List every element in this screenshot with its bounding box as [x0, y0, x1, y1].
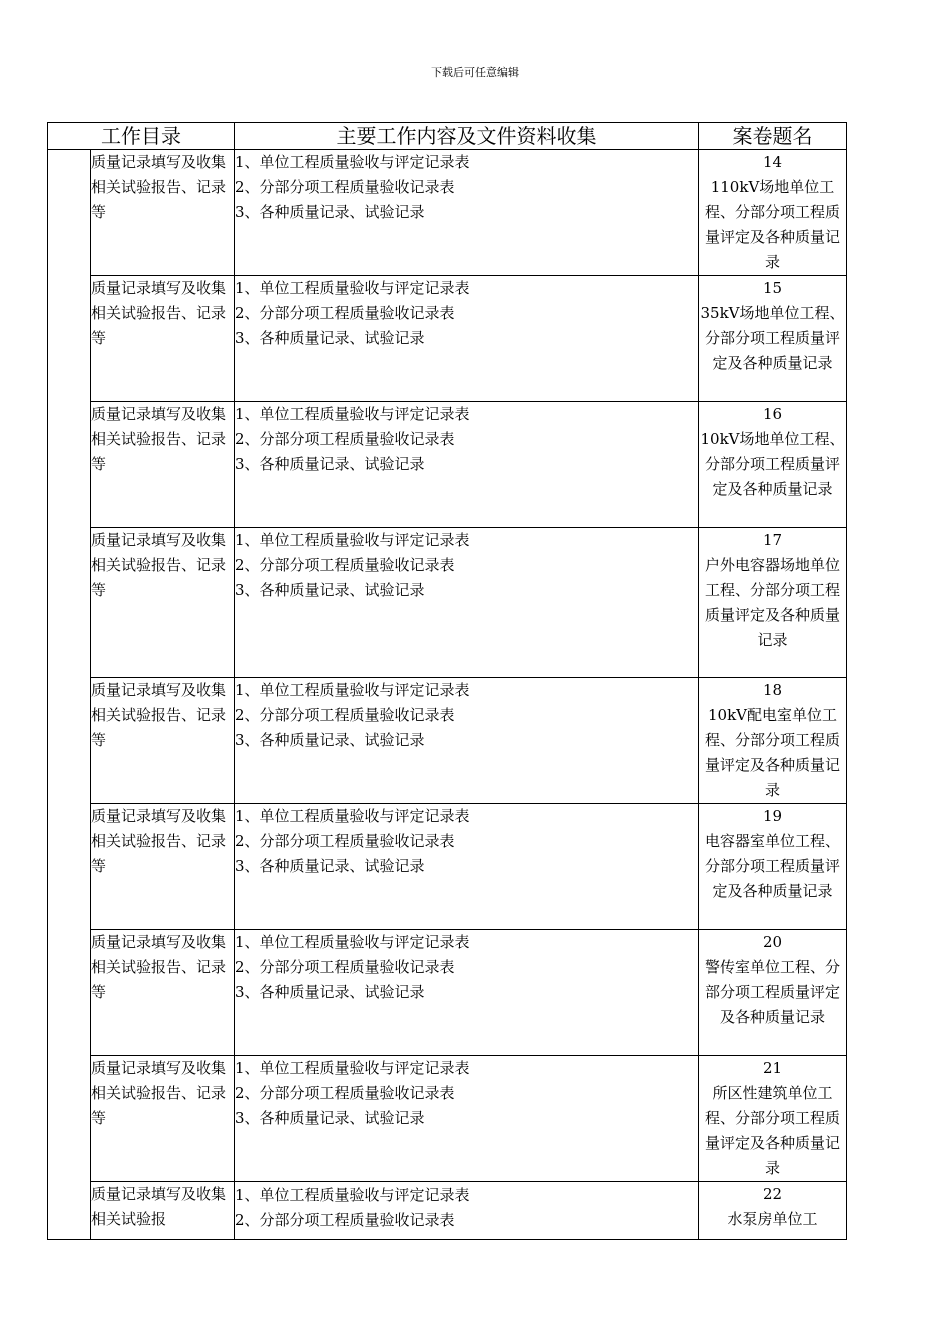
archive-title-text: 110kV场地单位工程、分部分项工程质量评定及各种质量记录 — [704, 178, 840, 271]
table-row — [48, 150, 847, 276]
work-item: 3、各种质量记录、试验记录 — [235, 581, 425, 599]
archive-number: 18 — [762, 681, 783, 699]
work-item: 3、各种质量记录、试验记录 — [235, 857, 425, 875]
work-category: 质量记录填写及收集相关试验报告、记录等 — [91, 930, 235, 1056]
archive-table — [47, 122, 847, 1240]
work-category: 质量记录填写及收集相关试验报告、记录等 — [91, 150, 235, 276]
work-item: 2、分部分项工程质量验收记录表 — [235, 958, 455, 976]
archive-number: 20 — [762, 933, 783, 951]
work-category: 质量记录填写及收集相关试验报告、记录等 — [91, 804, 235, 930]
archive-title-cell — [699, 276, 847, 402]
table-row — [48, 276, 847, 402]
archive-number: 14 — [762, 153, 783, 171]
archive-title-text: 电容器室单位工程、分部分项工程质量评定及各种质量记录 — [704, 832, 840, 900]
work-category: 质量记录填写及收集相关试验报告、记录等 — [91, 276, 235, 402]
archive-number: 21 — [762, 1059, 783, 1077]
archive-title-text: 所区性建筑单位工程、分部分项工程质量评定及各种质量记录 — [704, 1084, 840, 1177]
work-item: 2、分部分项工程质量验收记录表 — [235, 1211, 455, 1229]
work-item: 1、单位工程质量验收与评定记录表 — [235, 681, 470, 699]
archive-title-cell — [699, 528, 847, 678]
table-row — [48, 678, 847, 804]
archive-title-text: 户外电容器场地单位工程、分部分项工程质量评定及各种质量记录 — [704, 556, 840, 649]
archive-title-cell — [699, 1182, 847, 1240]
table-row — [48, 930, 847, 1056]
archive-title-text: 10kV场地单位工程、分部分项工程质量评定及各种质量记录 — [700, 430, 845, 498]
archive-title-cell — [699, 804, 847, 930]
work-item: 2、分部分项工程质量验收记录表 — [235, 706, 455, 724]
work-items — [235, 276, 699, 402]
archive-title-text: 10kV配电室单位工程、分部分项工程质量评定及各种质量记录 — [704, 706, 840, 799]
work-item: 3、各种质量记录、试验记录 — [235, 1109, 425, 1127]
archive-title-cell — [699, 150, 847, 276]
work-item: 2、分部分项工程质量验收记录表 — [235, 1084, 455, 1102]
archive-title-cell — [699, 678, 847, 804]
archive-title-cell — [699, 1056, 847, 1182]
archive-title-text: 水泵房单位工 — [727, 1210, 818, 1228]
page-header-note: 下载后可任意编辑 — [431, 66, 519, 79]
work-item: 1、单位工程质量验收与评定记录表 — [235, 807, 470, 825]
work-items — [235, 402, 699, 528]
archive-title-cell — [699, 402, 847, 528]
work-items — [235, 804, 699, 930]
work-item: 2、分部分项工程质量验收记录表 — [235, 430, 455, 448]
work-item: 1、单位工程质量验收与评定记录表 — [235, 279, 470, 297]
header-work-directory: 工作目录 — [48, 123, 235, 150]
work-item: 1、单位工程质量验收与评定记录表 — [235, 933, 470, 951]
work-items — [235, 1056, 699, 1182]
work-items — [235, 150, 699, 276]
archive-number: 15 — [762, 279, 783, 297]
work-category: 质量记录填写及收集相关试验报 — [91, 1182, 235, 1240]
work-items — [235, 528, 699, 678]
work-item: 2、分部分项工程质量验收记录表 — [235, 832, 455, 850]
work-item: 3、各种质量记录、试验记录 — [235, 983, 425, 1001]
table-row — [48, 1056, 847, 1182]
archive-title-text: 警传室单位工程、分部分项工程质量评定及各种质量记录 — [704, 958, 840, 1026]
archive-number: 16 — [762, 405, 783, 423]
work-item: 2、分部分项工程质量验收记录表 — [235, 304, 455, 322]
work-category: 质量记录填写及收集相关试验报告、记录等 — [91, 678, 235, 804]
work-category: 质量记录填写及收集相关试验报告、记录等 — [91, 402, 235, 528]
work-item: 1、单位工程质量验收与评定记录表 — [235, 153, 470, 171]
header-main-work-content: 主要工作内容及文件资料收集 — [235, 123, 699, 150]
work-item: 1、单位工程质量验收与评定记录表 — [235, 405, 470, 423]
work-item: 2、分部分项工程质量验收记录表 — [235, 178, 455, 196]
work-items — [235, 930, 699, 1056]
table-row — [48, 528, 847, 678]
archive-number: 19 — [762, 807, 783, 825]
work-item: 3、各种质量记录、试验记录 — [235, 455, 425, 473]
work-item: 1、单位工程质量验收与评定记录表 — [235, 531, 470, 549]
left-blank-column — [48, 150, 91, 1240]
header-archive-title: 案卷题名 — [699, 123, 847, 150]
work-items — [235, 1182, 699, 1240]
work-items — [235, 678, 699, 804]
work-item: 1、单位工程质量验收与评定记录表 — [235, 1186, 470, 1204]
work-category: 质量记录填写及收集相关试验报告、记录等 — [91, 1056, 235, 1182]
table-row — [48, 402, 847, 528]
work-item: 3、各种质量记录、试验记录 — [235, 203, 425, 221]
work-item: 3、各种质量记录、试验记录 — [235, 329, 425, 347]
archive-title-text: 35kV场地单位工程、分部分项工程质量评定及各种质量记录 — [700, 304, 845, 372]
work-item: 1、单位工程质量验收与评定记录表 — [235, 1059, 470, 1077]
table-header-row — [48, 123, 847, 150]
work-item: 2、分部分项工程质量验收记录表 — [235, 556, 455, 574]
table-row — [48, 804, 847, 930]
work-category: 质量记录填写及收集相关试验报告、记录等 — [91, 528, 235, 678]
archive-title-cell — [699, 930, 847, 1056]
archive-number: 22 — [762, 1185, 783, 1203]
work-item: 3、各种质量记录、试验记录 — [235, 731, 425, 749]
table-row — [48, 1182, 847, 1240]
archive-number: 17 — [762, 531, 783, 549]
